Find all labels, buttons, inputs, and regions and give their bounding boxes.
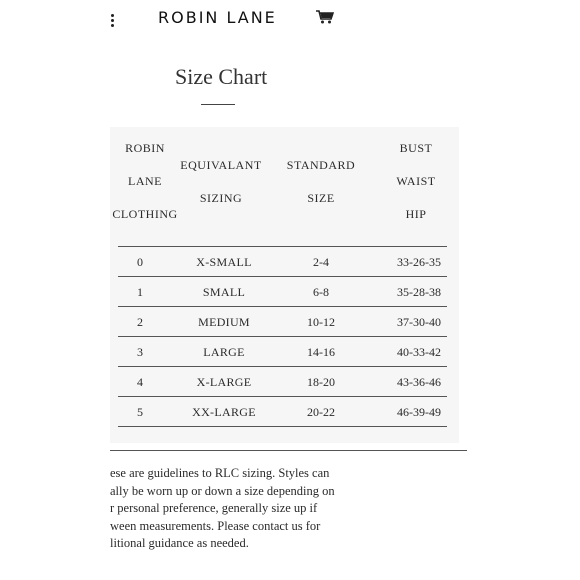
header-robin-lane-clothing: ROBIN LANE CLOTHING: [112, 141, 178, 221]
table-row: 0 X-SMALL 2-4 33-26-35: [137, 255, 441, 269]
table-row: 2 MEDIUM 10-12 37-30-40: [137, 315, 441, 329]
table-row: 5 XX-LARGE 20-22 46-39-49: [137, 405, 441, 419]
page-title: Size Chart: [175, 64, 268, 89]
section-divider: [110, 450, 467, 451]
sizing-note: ese are guidelines to RLC sizing. Styles can ally be worn up or down a size depending on r personal preference, generally size up if ween measurements. Please contact us for litional guidance as needed.: [110, 466, 335, 550]
title-underline: [201, 104, 235, 105]
header-standard-size: STANDARD SIZE: [286, 158, 356, 205]
site-logo[interactable]: ROBIN LANE: [158, 8, 277, 27]
size-chart-table: [110, 127, 459, 443]
shopping-cart-icon[interactable]: [316, 10, 334, 24]
table-row: 1 SMALL 6-8 35-28-38: [137, 285, 441, 299]
header-bust-waist-hip: BUST WAIST HIP: [396, 141, 436, 221]
table-row: 3 LARGE 14-16 40-33-42: [137, 345, 441, 359]
table-row: 4 X-LARGE 18-20 43-36-46: [137, 375, 441, 389]
kebab-menu-icon[interactable]: [109, 14, 115, 30]
table-rule: [118, 426, 447, 427]
header-equivalant-sizing: EQUIVALANT SIZING: [180, 158, 262, 205]
